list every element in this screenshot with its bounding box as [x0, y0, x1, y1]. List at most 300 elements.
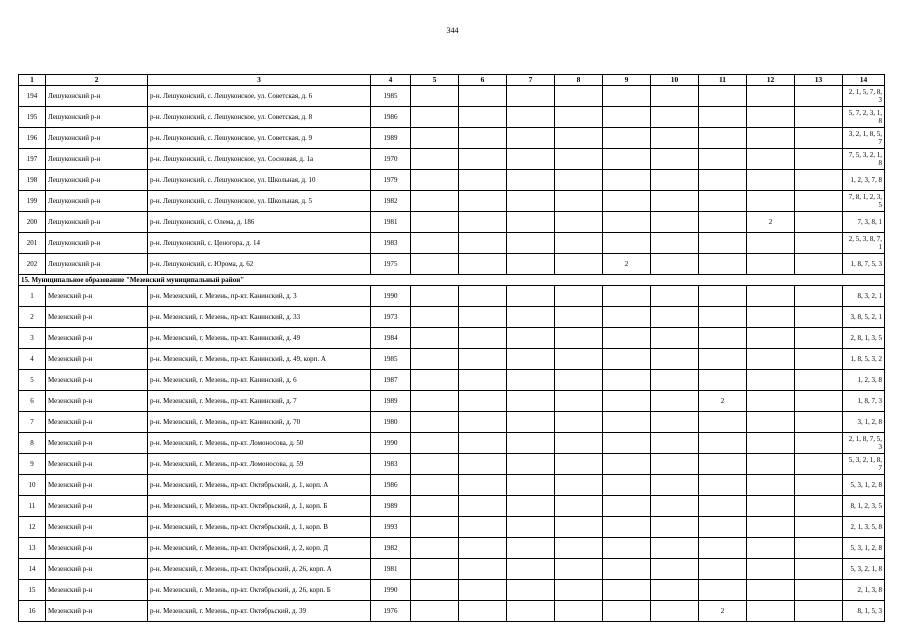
col13-cell: [795, 86, 843, 107]
col9-cell: [603, 496, 651, 517]
district-cell: Лешуконский р-н: [46, 254, 148, 275]
col12-cell: [747, 307, 795, 328]
col11-cell: [699, 307, 747, 328]
col13-cell: [795, 307, 843, 328]
table-row: [19, 128, 885, 149]
col6-cell: [459, 538, 507, 559]
year-cell: 1989: [371, 128, 411, 149]
col14-cell: 7, 3, 8, 1: [843, 212, 885, 233]
col8-cell: [555, 107, 603, 128]
col6-cell: [459, 517, 507, 538]
row-number: 15: [19, 580, 46, 601]
table-row: [19, 559, 885, 580]
col6-cell: [459, 254, 507, 275]
col14-cell: 2, 1, 3, 8: [843, 580, 885, 601]
district-cell: Мезенский р-н: [46, 412, 148, 433]
col7-cell: [507, 454, 555, 475]
address-cell: р-н. Мезенский, г. Мезень, пр-кт. Октябрьский, д. 1, корп. А: [148, 475, 371, 496]
col7-cell: [507, 107, 555, 128]
address-cell: р-н. Лешуконский, с. Лешуконское, ул. Сосновая, д. 1а: [148, 149, 371, 170]
table-row: [19, 454, 885, 475]
table-row: [19, 538, 885, 559]
col11-cell: [699, 349, 747, 370]
col9-cell: [603, 307, 651, 328]
section-row: [19, 275, 885, 286]
col13-cell: [795, 149, 843, 170]
row-number: 1: [19, 286, 46, 307]
address-cell: р-н. Мезенский, г. Мезень, пр-кт. Канинский, д. 70: [148, 412, 371, 433]
year-cell: 1986: [371, 107, 411, 128]
col10-cell: [651, 538, 699, 559]
year-cell: 1984: [371, 328, 411, 349]
col6-cell: [459, 149, 507, 170]
col6-cell: [459, 412, 507, 433]
address-cell: р-н. Мезенский, г. Мезень, пр-кт. Канинский, д. 49: [148, 328, 371, 349]
row-number: 11: [19, 496, 46, 517]
col10-cell: [651, 475, 699, 496]
col13-cell: [795, 559, 843, 580]
district-cell: Мезенский р-н: [46, 475, 148, 496]
col7-cell: [507, 86, 555, 107]
col8-cell: [555, 475, 603, 496]
address-cell: р-н. Лешуконский, с. Лешуконское, ул. Школьная, д. 5: [148, 191, 371, 212]
col5-cell: [411, 170, 459, 191]
table-row: [19, 517, 885, 538]
year-cell: 1990: [371, 433, 411, 454]
col11-cell: [699, 107, 747, 128]
col13-cell: [795, 349, 843, 370]
col13-cell: [795, 601, 843, 622]
col13-cell: [795, 433, 843, 454]
col13-cell: [795, 170, 843, 191]
col10-cell: [651, 433, 699, 454]
col9-cell: [603, 580, 651, 601]
col7-cell: [507, 475, 555, 496]
district-cell: Мезенский р-н: [46, 559, 148, 580]
year-cell: 1970: [371, 149, 411, 170]
col9-cell: [603, 412, 651, 433]
col12-cell: [747, 454, 795, 475]
year-cell: 1990: [371, 580, 411, 601]
col5-cell: [411, 601, 459, 622]
col11-cell: [699, 212, 747, 233]
col7-cell: [507, 412, 555, 433]
address-cell: р-н. Мезенский, г. Мезень, пр-кт. Канинский, д. 49, корп. А: [148, 349, 371, 370]
col8-cell: [555, 328, 603, 349]
col13-cell: [795, 580, 843, 601]
row-number: 195: [19, 107, 46, 128]
col8-cell: [555, 307, 603, 328]
col7-cell: [507, 580, 555, 601]
address-cell: р-н. Мезенский, г. Мезень, пр-кт. Октябрьский, д. 1, корп. Б: [148, 496, 371, 517]
col10-cell: [651, 601, 699, 622]
col12-cell: [747, 475, 795, 496]
year-cell: 1985: [371, 349, 411, 370]
col8-cell: [555, 149, 603, 170]
col7-cell: [507, 254, 555, 275]
col12-cell: [747, 538, 795, 559]
col7-cell: [507, 517, 555, 538]
col12-cell: [747, 86, 795, 107]
column-header: 13: [795, 75, 843, 86]
col9-cell: [603, 286, 651, 307]
district-cell: Мезенский р-н: [46, 601, 148, 622]
col12-cell: [747, 254, 795, 275]
col10-cell: [651, 391, 699, 412]
column-header: 11: [699, 75, 747, 86]
col13-cell: [795, 191, 843, 212]
col6-cell: [459, 601, 507, 622]
district-cell: Мезенский р-н: [46, 517, 148, 538]
district-cell: Мезенский р-н: [46, 454, 148, 475]
col11-cell: [699, 370, 747, 391]
year-cell: 1973: [371, 307, 411, 328]
col6-cell: [459, 454, 507, 475]
col8-cell: [555, 349, 603, 370]
col7-cell: [507, 349, 555, 370]
col10-cell: [651, 328, 699, 349]
col11-cell: [699, 170, 747, 191]
col6-cell: [459, 580, 507, 601]
row-number: 2: [19, 307, 46, 328]
col9-cell: [603, 517, 651, 538]
column-header: 7: [507, 75, 555, 86]
year-cell: 1981: [371, 212, 411, 233]
table-row: [19, 391, 885, 412]
table-row: [19, 496, 885, 517]
column-header: 14: [843, 75, 885, 86]
col6-cell: [459, 212, 507, 233]
address-cell: р-н. Мезенский, г. Мезень, пр-кт. Октябрьский, д. 26, корп. А: [148, 559, 371, 580]
col8-cell: [555, 391, 603, 412]
table-row: [19, 433, 885, 454]
col14-cell: 5, 3, 1, 2, 8: [843, 475, 885, 496]
col8-cell: [555, 517, 603, 538]
col14-cell: 2, 8, 1, 3, 5: [843, 328, 885, 349]
col13-cell: [795, 233, 843, 254]
row-number: 12: [19, 517, 46, 538]
col14-cell: 5, 3, 1, 2, 8: [843, 538, 885, 559]
col5-cell: [411, 370, 459, 391]
column-header: 6: [459, 75, 507, 86]
col11-cell: 2: [699, 391, 747, 412]
row-number: 196: [19, 128, 46, 149]
col14-cell: 1, 2, 3, 8: [843, 370, 885, 391]
col5-cell: [411, 349, 459, 370]
col7-cell: [507, 328, 555, 349]
district-cell: Мезенский р-н: [46, 496, 148, 517]
table-row: [19, 328, 885, 349]
table-row: [19, 370, 885, 391]
col14-cell: 1, 2, 3, 7, 8: [843, 170, 885, 191]
col13-cell: [795, 412, 843, 433]
table-row: [19, 412, 885, 433]
col11-cell: [699, 191, 747, 212]
row-number: 8: [19, 433, 46, 454]
col9-cell: [603, 538, 651, 559]
col8-cell: [555, 454, 603, 475]
col11-cell: [699, 412, 747, 433]
col12-cell: [747, 412, 795, 433]
col9-cell: [603, 349, 651, 370]
col7-cell: [507, 233, 555, 254]
col5-cell: [411, 233, 459, 254]
col9-cell: [603, 433, 651, 454]
col9-cell: [603, 328, 651, 349]
col8-cell: [555, 191, 603, 212]
col7-cell: [507, 149, 555, 170]
address-cell: р-н. Лешуконский, с. Олема, д. 186: [148, 212, 371, 233]
column-header: 4: [371, 75, 411, 86]
year-cell: 1983: [371, 233, 411, 254]
col5-cell: [411, 212, 459, 233]
col6-cell: [459, 349, 507, 370]
column-header: 12: [747, 75, 795, 86]
col6-cell: [459, 170, 507, 191]
col14-cell: 3, 1, 2, 8: [843, 412, 885, 433]
col10-cell: [651, 412, 699, 433]
table-row: [19, 212, 885, 233]
col6-cell: [459, 475, 507, 496]
table-row: [19, 307, 885, 328]
col12-cell: [747, 170, 795, 191]
table-row: [19, 191, 885, 212]
col13-cell: [795, 391, 843, 412]
col12-cell: [747, 496, 795, 517]
address-cell: р-н. Мезенский, г. Мезень, пр-кт. Ломоносова, д. 50: [148, 433, 371, 454]
col14-cell: 8, 1, 5, 3: [843, 601, 885, 622]
col10-cell: [651, 254, 699, 275]
address-cell: р-н. Мезенский, г. Мезень, пр-кт. Октябрьский, д. 1, корп. В: [148, 517, 371, 538]
row-number: 194: [19, 86, 46, 107]
address-cell: р-н. Лешуконский, с. Лешуконское, ул. Советская, д. 9: [148, 128, 371, 149]
col12-cell: [747, 107, 795, 128]
col9-cell: 2: [603, 254, 651, 275]
col13-cell: [795, 517, 843, 538]
col8-cell: [555, 433, 603, 454]
row-number: 200: [19, 212, 46, 233]
col13-cell: [795, 496, 843, 517]
column-header: 9: [603, 75, 651, 86]
district-cell: Лешуконский р-н: [46, 149, 148, 170]
col9-cell: [603, 86, 651, 107]
year-cell: 1986: [371, 475, 411, 496]
col8-cell: [555, 580, 603, 601]
col11-cell: [699, 286, 747, 307]
col12-cell: [747, 149, 795, 170]
col8-cell: [555, 370, 603, 391]
col5-cell: [411, 580, 459, 601]
year-cell: 1976: [371, 601, 411, 622]
col12-cell: [747, 433, 795, 454]
col5-cell: [411, 107, 459, 128]
year-cell: 1987: [371, 370, 411, 391]
col9-cell: [603, 191, 651, 212]
page-number: 344: [446, 26, 459, 35]
address-cell: р-н. Мезенский, г. Мезень, пр-кт. Октябрьский, д. 2, корп. Д: [148, 538, 371, 559]
col8-cell: [555, 412, 603, 433]
row-number: 197: [19, 149, 46, 170]
col11-cell: [699, 496, 747, 517]
row-number: 3: [19, 328, 46, 349]
table-row: [19, 107, 885, 128]
register-table: [18, 74, 885, 622]
col5-cell: [411, 191, 459, 212]
col12-cell: [747, 580, 795, 601]
district-cell: Лешуконский р-н: [46, 191, 148, 212]
col14-cell: 2, 1, 8, 7, 5, 3: [843, 433, 885, 454]
col7-cell: [507, 191, 555, 212]
table-row: [19, 233, 885, 254]
row-number: 13: [19, 538, 46, 559]
address-cell: р-н. Мезенский, г. Мезень, пр-кт. Канинский, д. 7: [148, 391, 371, 412]
col5-cell: [411, 475, 459, 496]
row-number: 202: [19, 254, 46, 275]
col7-cell: [507, 538, 555, 559]
col11-cell: [699, 580, 747, 601]
col10-cell: [651, 454, 699, 475]
col11-cell: [699, 86, 747, 107]
year-cell: 1993: [371, 517, 411, 538]
col10-cell: [651, 580, 699, 601]
col11-cell: [699, 328, 747, 349]
year-cell: 1989: [371, 391, 411, 412]
row-number: 199: [19, 191, 46, 212]
row-number: 4: [19, 349, 46, 370]
col6-cell: [459, 233, 507, 254]
col5-cell: [411, 454, 459, 475]
row-number: 7: [19, 412, 46, 433]
row-number: 198: [19, 170, 46, 191]
col14-cell: 2, 1, 5, 7, 8, 3: [843, 86, 885, 107]
district-cell: Лешуконский р-н: [46, 128, 148, 149]
district-cell: Мезенский р-н: [46, 370, 148, 391]
district-cell: Мезенский р-н: [46, 328, 148, 349]
address-cell: р-н. Лешуконский, с. Ценогора, д. 14: [148, 233, 371, 254]
col10-cell: [651, 517, 699, 538]
col13-cell: [795, 128, 843, 149]
col8-cell: [555, 559, 603, 580]
col14-cell: 2, 5, 3, 8, 7, 1: [843, 233, 885, 254]
col7-cell: [507, 307, 555, 328]
col11-cell: 2: [699, 601, 747, 622]
year-cell: 1980: [371, 412, 411, 433]
col6-cell: [459, 328, 507, 349]
row-number: 10: [19, 475, 46, 496]
col11-cell: [699, 254, 747, 275]
col6-cell: [459, 391, 507, 412]
col5-cell: [411, 559, 459, 580]
col8-cell: [555, 170, 603, 191]
col6-cell: [459, 496, 507, 517]
table-row: [19, 475, 885, 496]
col9-cell: [603, 370, 651, 391]
col6-cell: [459, 433, 507, 454]
col12-cell: [747, 328, 795, 349]
column-header: 3: [148, 75, 371, 86]
year-cell: 1981: [371, 559, 411, 580]
address-cell: р-н. Мезенский, г. Мезень, пр-кт. Ломоносова, д. 59: [148, 454, 371, 475]
col11-cell: [699, 454, 747, 475]
col5-cell: [411, 328, 459, 349]
col5-cell: [411, 254, 459, 275]
district-cell: Мезенский р-н: [46, 538, 148, 559]
col14-cell: 3, 8, 5, 2, 1: [843, 307, 885, 328]
col11-cell: [699, 517, 747, 538]
section-title: 15. Муниципальное образование "Мезенский муниципальный район": [19, 275, 885, 286]
row-number: 9: [19, 454, 46, 475]
row-number: 6: [19, 391, 46, 412]
table-row: [19, 580, 885, 601]
address-cell: р-н. Лешуконский, с. Лешуконское, ул. Советская, д. 6: [148, 86, 371, 107]
address-cell: р-н. Лешуконский, с. Лешуконское, ул. Школьная, д. 10: [148, 170, 371, 191]
col13-cell: [795, 328, 843, 349]
col5-cell: [411, 307, 459, 328]
col5-cell: [411, 496, 459, 517]
col14-cell: 7, 8, 1, 2, 3, 5: [843, 191, 885, 212]
col13-cell: [795, 107, 843, 128]
district-cell: Лешуконский р-н: [46, 212, 148, 233]
year-cell: 1983: [371, 454, 411, 475]
col12-cell: [747, 128, 795, 149]
col7-cell: [507, 601, 555, 622]
col6-cell: [459, 191, 507, 212]
col7-cell: [507, 370, 555, 391]
year-cell: 1989: [371, 496, 411, 517]
col12-cell: [747, 517, 795, 538]
address-cell: р-н. Лешуконский, с. Юрома, д. 62: [148, 254, 371, 275]
col14-cell: 7, 5, 3, 2, 1, 8: [843, 149, 885, 170]
address-cell: р-н. Мезенский, г. Мезень, пр-кт. Канинский, д. 3: [148, 286, 371, 307]
table-row: [19, 170, 885, 191]
col8-cell: [555, 254, 603, 275]
col6-cell: [459, 107, 507, 128]
col7-cell: [507, 496, 555, 517]
col11-cell: [699, 475, 747, 496]
col10-cell: [651, 496, 699, 517]
year-cell: 1982: [371, 191, 411, 212]
col11-cell: [699, 149, 747, 170]
col9-cell: [603, 107, 651, 128]
col13-cell: [795, 212, 843, 233]
col9-cell: [603, 454, 651, 475]
row-number: 5: [19, 370, 46, 391]
col5-cell: [411, 412, 459, 433]
col10-cell: [651, 170, 699, 191]
col7-cell: [507, 212, 555, 233]
col7-cell: [507, 391, 555, 412]
col13-cell: [795, 475, 843, 496]
col8-cell: [555, 212, 603, 233]
district-cell: Лешуконский р-н: [46, 170, 148, 191]
col11-cell: [699, 128, 747, 149]
district-cell: Лешуконский р-н: [46, 86, 148, 107]
col11-cell: [699, 233, 747, 254]
col11-cell: [699, 538, 747, 559]
col10-cell: [651, 107, 699, 128]
col14-cell: 8, 3, 2, 1: [843, 286, 885, 307]
table-row: [19, 149, 885, 170]
year-cell: 1979: [371, 170, 411, 191]
col14-cell: 5, 7, 2, 3, 1, 8: [843, 107, 885, 128]
col14-cell: 1, 8, 7, 3: [843, 391, 885, 412]
address-cell: р-н. Мезенский, г. Мезень, пр-кт. Октябрьский, д. 26, корп. Б: [148, 580, 371, 601]
col9-cell: [603, 170, 651, 191]
col5-cell: [411, 149, 459, 170]
col8-cell: [555, 286, 603, 307]
col10-cell: [651, 307, 699, 328]
col14-cell: 3, 2, 1, 8, 5, 7: [843, 128, 885, 149]
